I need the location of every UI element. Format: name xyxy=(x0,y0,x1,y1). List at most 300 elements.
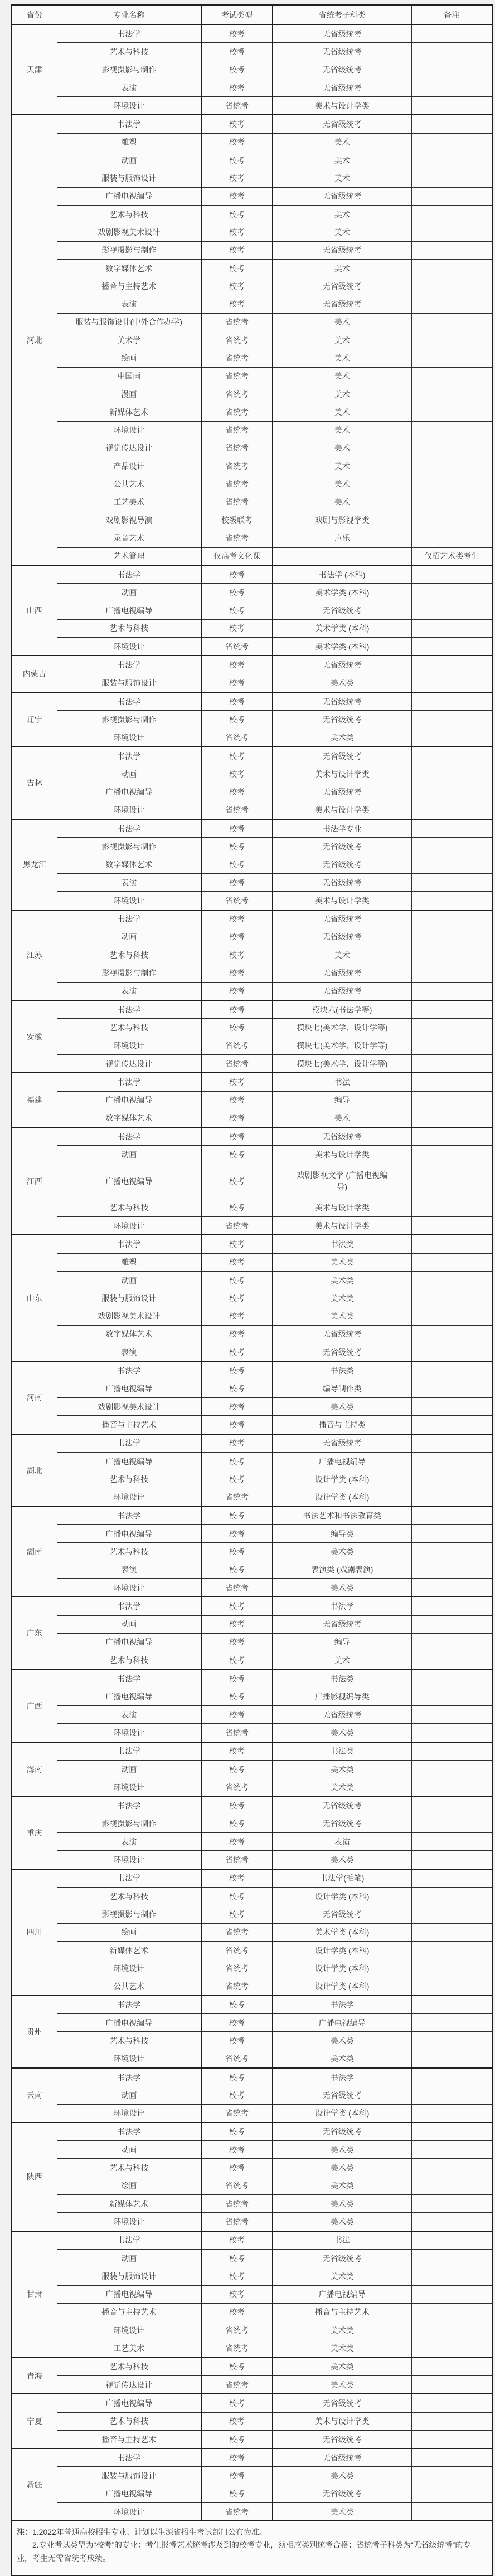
province-cell: 湖南 xyxy=(12,1507,57,1597)
remark-cell xyxy=(411,819,492,838)
remark-cell xyxy=(411,1688,492,1705)
remark-cell xyxy=(411,2503,492,2521)
exam-type-cell: 校考 xyxy=(201,602,273,619)
remark-cell xyxy=(411,421,492,439)
major-cell: 环境设计 xyxy=(57,1037,201,1054)
table-row xyxy=(12,982,492,1000)
major-cell: 动画 xyxy=(57,928,201,946)
category-cell: 美术类 xyxy=(273,2358,411,2376)
category-cell: 美术 xyxy=(273,385,411,403)
exam-type-cell: 省统考 xyxy=(201,475,273,493)
exam-type-cell: 省统考 xyxy=(201,1037,273,1054)
province-cell: 江苏 xyxy=(12,910,57,1000)
major-cell: 艺术与科技 xyxy=(57,205,201,223)
province-cell: 甘肃 xyxy=(12,2231,57,2358)
remark-cell xyxy=(411,457,492,475)
exam-type-cell: 省统考 xyxy=(201,349,273,367)
table-row xyxy=(12,385,492,403)
table-row xyxy=(12,205,492,223)
category-cell: 美术类 xyxy=(273,1543,411,1561)
major-cell: 动画 xyxy=(57,584,201,602)
column-header-exam-type: 考试类型 xyxy=(201,5,273,25)
table-row xyxy=(12,1977,492,1996)
remark-cell xyxy=(411,61,492,79)
major-cell: 表演 xyxy=(57,79,201,96)
category-cell: 无省级统考 xyxy=(273,1325,411,1343)
remark-cell xyxy=(411,97,492,115)
exam-type-cell: 校考 xyxy=(201,2231,273,2250)
exam-type-cell: 校考 xyxy=(201,1597,273,1615)
major-cell: 书法学 xyxy=(57,1869,201,1888)
major-cell: 环境设计 xyxy=(57,2503,201,2521)
exam-type-cell: 校考 xyxy=(201,2467,273,2485)
remark-cell xyxy=(411,1706,492,1724)
category-cell: 美术 xyxy=(273,331,411,349)
table-row xyxy=(12,2485,492,2502)
remark-cell xyxy=(411,1397,492,1415)
exam-type-cell: 校考 xyxy=(201,783,273,801)
table-row xyxy=(12,1905,492,1923)
category-cell: 无省级统考 xyxy=(273,1797,411,1815)
table-row xyxy=(12,946,492,964)
table-row xyxy=(12,1470,492,1488)
exam-type-cell: 省统考 xyxy=(201,1724,273,1742)
remark-cell xyxy=(411,1361,492,1380)
table-row xyxy=(12,2467,492,2485)
exam-type-cell: 校考 xyxy=(201,838,273,856)
remark-cell xyxy=(411,1000,492,1019)
category-cell: 美术 xyxy=(273,946,411,964)
major-cell: 表演 xyxy=(57,1833,201,1851)
category-cell: 美术 xyxy=(273,493,411,511)
category-cell: 戏剧影视文学 (广播电视编导) xyxy=(273,1164,411,1199)
remark-cell xyxy=(411,1941,492,1959)
major-cell: 艺术与科技 xyxy=(57,619,201,637)
category-cell: 无省级统考 xyxy=(273,856,411,873)
remark-cell xyxy=(411,1797,492,1815)
remark-cell xyxy=(411,602,492,619)
exam-type-cell: 省统考 xyxy=(201,2321,273,2339)
category-cell: 表演 xyxy=(273,1833,411,1851)
table-row xyxy=(12,1325,492,1343)
remark-cell xyxy=(411,2086,492,2104)
remark-cell xyxy=(411,1887,492,1905)
major-cell: 艺术与科技 xyxy=(57,2358,201,2376)
table-row xyxy=(12,2141,492,2159)
table-row xyxy=(12,79,492,96)
major-cell: 绘画 xyxy=(57,1923,201,1941)
major-cell: 广播电视编导 xyxy=(57,2285,201,2303)
category-cell: 书法 xyxy=(273,1073,411,1091)
category-cell: 编导 xyxy=(273,1633,411,1651)
table-row xyxy=(12,1959,492,1977)
major-cell: 广播电视编导 xyxy=(57,1452,201,1470)
category-cell: 美术与设计学类 xyxy=(273,801,411,819)
exam-type-cell: 校考 xyxy=(201,2249,273,2267)
remark-cell xyxy=(411,331,492,349)
majors-table-container xyxy=(11,4,495,2576)
major-cell: 影视摄影与制作 xyxy=(57,711,201,729)
major-cell: 影视摄影与制作 xyxy=(57,61,201,79)
table-row xyxy=(12,1633,492,1651)
remark-cell xyxy=(411,1869,492,1888)
remark-cell xyxy=(411,2014,492,2032)
major-cell: 环境设计 xyxy=(57,801,201,819)
table-row xyxy=(12,133,492,151)
table-row xyxy=(12,61,492,79)
exam-type-cell: 省统考 xyxy=(201,1054,273,1073)
remark-cell xyxy=(411,2376,492,2394)
category-cell: 无省级统考 xyxy=(273,1343,411,1362)
remark-cell xyxy=(411,403,492,421)
table-row xyxy=(12,1452,492,1470)
category-cell: 美术 xyxy=(273,1109,411,1127)
category-cell: 美术与设计学类 xyxy=(273,1217,411,1235)
major-cell: 书法学 xyxy=(57,1597,201,1615)
major-cell: 环境设计 xyxy=(57,1724,201,1742)
note-cell xyxy=(12,2521,492,2575)
province-cell: 河北 xyxy=(12,115,57,565)
remark-cell xyxy=(411,1996,492,2014)
remark-cell xyxy=(411,1778,492,1797)
remark-cell xyxy=(411,1815,492,1832)
table-row xyxy=(12,928,492,946)
category-cell: 美术 xyxy=(273,259,411,277)
exam-type-cell: 校考 xyxy=(201,964,273,982)
remark-cell xyxy=(411,1597,492,1615)
major-cell: 环境设计 xyxy=(57,638,201,656)
major-cell: 广播电视编导 xyxy=(57,1688,201,1705)
remark-cell xyxy=(411,529,492,547)
remark-cell xyxy=(411,1977,492,1996)
table-row xyxy=(12,331,492,349)
province-cell: 辽宁 xyxy=(12,692,57,747)
exam-type-cell: 省统考 xyxy=(201,1217,273,1235)
note-line-2: 2.专业考试类型为“校考”的专业：考生报考艺术统考涉及到的校考专业，须相应类别统考合格；省统考子科类为“无省级统考”的专业，考生无需省统考成绩。 xyxy=(17,2540,471,2563)
table-row xyxy=(12,747,492,765)
category-cell: 无省级统考 xyxy=(273,910,411,928)
province-cell: 贵州 xyxy=(12,1996,57,2068)
table-row xyxy=(12,1578,492,1597)
table-row xyxy=(12,1127,492,1146)
exam-type-cell: 省统考 xyxy=(201,1977,273,1996)
category-cell: 美术 xyxy=(273,349,411,367)
category-cell: 设计学类 (本科) xyxy=(273,2104,411,2123)
category-cell: 美术与设计学类 xyxy=(273,97,411,115)
remark-cell xyxy=(411,1037,492,1054)
remark-cell xyxy=(411,2394,492,2412)
remark-cell xyxy=(411,1452,492,1470)
remark-cell xyxy=(411,1343,492,1362)
remark-cell xyxy=(411,1470,492,1488)
major-cell: 雕塑 xyxy=(57,133,201,151)
table-row xyxy=(12,25,492,43)
major-cell: 书法学 xyxy=(57,2231,201,2250)
exam-type-cell: 省统考 xyxy=(201,439,273,457)
category-cell: 设计学类 (本科) xyxy=(273,1488,411,1507)
category-cell: 无省级统考 xyxy=(273,295,411,313)
remark-cell xyxy=(411,1578,492,1597)
major-cell: 表演 xyxy=(57,982,201,1000)
major-cell: 数字媒体艺术 xyxy=(57,856,201,873)
exam-type-cell: 校考 xyxy=(201,856,273,873)
exam-type-cell: 校考 xyxy=(201,1615,273,1633)
exam-type-cell: 校考 xyxy=(201,61,273,79)
province-cell: 天津 xyxy=(12,25,57,115)
category-cell: 书法类 xyxy=(273,1669,411,1688)
table-row xyxy=(12,349,492,367)
major-cell: 广播电视编导 xyxy=(57,1525,201,1543)
major-cell: 环境设计 xyxy=(57,1959,201,1977)
exam-type-cell: 省统考 xyxy=(201,638,273,656)
table-row xyxy=(12,1688,492,1705)
major-cell: 表演 xyxy=(57,295,201,313)
major-cell: 录音艺术 xyxy=(57,529,201,547)
exam-type-cell: 省统考 xyxy=(201,421,273,439)
remark-cell xyxy=(411,1923,492,1941)
province-cell: 广西 xyxy=(12,1669,57,1742)
major-cell: 动画 xyxy=(57,2141,201,2159)
exam-type-cell: 校考 xyxy=(201,25,273,43)
category-cell: 美术 xyxy=(273,151,411,169)
table-row xyxy=(12,1996,492,2014)
major-cell: 书法学 xyxy=(57,1235,201,1253)
table-row xyxy=(12,1669,492,1688)
major-cell: 表演 xyxy=(57,1343,201,1362)
remark-cell xyxy=(411,1253,492,1271)
remark-cell xyxy=(411,1325,492,1343)
exam-type-cell: 校考 xyxy=(201,2159,273,2177)
category-cell: 美术类 xyxy=(273,1397,411,1415)
table-row xyxy=(12,584,492,602)
remark-cell xyxy=(411,1235,492,1253)
major-cell: 动画 xyxy=(57,2086,201,2104)
province-cell: 内蒙古 xyxy=(12,656,57,692)
exam-type-cell: 省统考 xyxy=(201,2195,273,2213)
exam-type-cell: 校考 xyxy=(201,1253,273,1271)
major-cell: 动画 xyxy=(57,2249,201,2267)
remark-cell xyxy=(411,295,492,313)
remark-cell xyxy=(411,856,492,873)
table-row xyxy=(12,421,492,439)
table-row xyxy=(12,602,492,619)
remark-cell xyxy=(411,2321,492,2339)
category-cell: 美术类 xyxy=(273,674,411,692)
major-cell: 广播电视编导 xyxy=(57,783,201,801)
table-row xyxy=(12,1217,492,1235)
remark-cell xyxy=(411,475,492,493)
major-cell: 动画 xyxy=(57,765,201,783)
category-cell: 无省级统考 xyxy=(273,43,411,61)
exam-type-cell: 校考 xyxy=(201,2014,273,2032)
remark-cell xyxy=(411,1289,492,1307)
major-cell: 广播电视编导 xyxy=(57,2485,201,2502)
major-cell: 播音与主持艺术 xyxy=(57,2430,201,2448)
remark-cell xyxy=(411,1724,492,1742)
table-row xyxy=(12,2213,492,2231)
exam-type-cell: 校考 xyxy=(201,2394,273,2412)
category-cell: 美术 xyxy=(273,403,411,421)
category-cell: 广播电视编导 xyxy=(273,2285,411,2303)
table-header xyxy=(12,5,492,25)
table-row xyxy=(12,1434,492,1453)
exam-type-cell: 省统考 xyxy=(201,1941,273,1959)
major-cell: 视觉传达设计 xyxy=(57,1054,201,1073)
category-cell: 美术类 xyxy=(273,1271,411,1289)
remark-cell xyxy=(411,385,492,403)
category-cell: 美术 xyxy=(273,421,411,439)
category-cell: 无省级统考 xyxy=(273,1815,411,1832)
remark-cell xyxy=(411,910,492,928)
table-row xyxy=(12,1923,492,1941)
exam-type-cell: 省统考 xyxy=(201,1923,273,1941)
major-cell: 环境设计 xyxy=(57,892,201,910)
remark-cell xyxy=(411,964,492,982)
exam-type-cell: 校考 xyxy=(201,2358,273,2376)
table-row xyxy=(12,638,492,656)
exam-type-cell: 校考 xyxy=(201,1271,273,1289)
table-row xyxy=(12,692,492,711)
table-row xyxy=(12,1778,492,1797)
province-cell: 湖北 xyxy=(12,1434,57,1507)
remark-cell xyxy=(411,1164,492,1199)
table-row xyxy=(12,1380,492,1397)
remark-cell xyxy=(411,1271,492,1289)
category-cell: 美术类 xyxy=(273,1578,411,1597)
exam-type-cell: 校考 xyxy=(201,1996,273,2014)
category-cell: 书法学专业 xyxy=(273,819,411,838)
major-cell: 书法学 xyxy=(57,1797,201,1815)
major-cell: 艺术与科技 xyxy=(57,1543,201,1561)
exam-type-cell: 校考 xyxy=(201,1289,273,1307)
major-cell: 艺术与科技 xyxy=(57,946,201,964)
category-cell: 戏剧与影视学类 xyxy=(273,511,411,529)
category-cell: 无省级统考 xyxy=(273,79,411,96)
exam-type-cell: 校考 xyxy=(201,2267,273,2285)
table-row xyxy=(12,1488,492,1507)
major-cell: 影视摄影与制作 xyxy=(57,838,201,856)
category-cell: 美术类 xyxy=(273,729,411,747)
remark-cell xyxy=(411,1054,492,1073)
exam-type-cell: 校考 xyxy=(201,1470,273,1488)
exam-type-cell: 校考 xyxy=(201,2086,273,2104)
major-cell: 动画 xyxy=(57,151,201,169)
exam-type-cell: 省统考 xyxy=(201,2339,273,2358)
majors-table xyxy=(11,4,493,2576)
remark-cell xyxy=(411,765,492,783)
major-cell: 新媒体艺术 xyxy=(57,2195,201,2213)
major-cell: 广播电视编导 xyxy=(57,1091,201,1109)
exam-type-cell: 校考 xyxy=(201,2448,273,2467)
province-cell: 黑龙江 xyxy=(12,819,57,910)
remark-cell xyxy=(411,115,492,133)
table-footer xyxy=(12,2521,492,2575)
table-row xyxy=(12,1146,492,1164)
exam-type-cell: 省统考 xyxy=(201,1851,273,1869)
province-cell: 宁夏 xyxy=(12,2394,57,2448)
major-cell: 数字媒体艺术 xyxy=(57,1325,201,1343)
note-line-1 xyxy=(17,2526,484,2539)
exam-type-cell: 校考 xyxy=(201,946,273,964)
province-cell: 吉林 xyxy=(12,747,57,819)
exam-type-cell: 校考 xyxy=(201,2123,273,2141)
remark-cell xyxy=(411,1959,492,1977)
remark-cell xyxy=(411,1507,492,1525)
table-row xyxy=(12,1833,492,1851)
table-row xyxy=(12,2249,492,2267)
category-cell: 美术类 xyxy=(273,2267,411,2285)
major-cell: 书法学 xyxy=(57,1434,201,1453)
category-cell: 美术与设计学类 xyxy=(273,2412,411,2430)
remark-cell xyxy=(411,1742,492,1761)
remark-cell xyxy=(411,493,492,511)
major-cell: 视觉传达设计 xyxy=(57,2376,201,2394)
exam-type-cell: 校考 xyxy=(201,2032,273,2050)
exam-type-cell: 校考 xyxy=(201,1397,273,1415)
exam-type-cell: 校考 xyxy=(201,2141,273,2159)
major-cell: 服装与服饰设计 xyxy=(57,2267,201,2285)
table-row xyxy=(12,2503,492,2521)
category-cell: 无省级统考 xyxy=(273,2249,411,2267)
remark-cell xyxy=(411,2104,492,2123)
category-cell: 美术类 xyxy=(273,1851,411,1869)
table-row xyxy=(12,2177,492,2194)
category-cell: 美术学类 (本科) xyxy=(273,584,411,602)
table-row xyxy=(12,1289,492,1307)
category-cell: 无省级统考 xyxy=(273,2086,411,2104)
remark-cell xyxy=(411,656,492,674)
major-cell: 环境设计 xyxy=(57,2104,201,2123)
category-cell: 美术类 xyxy=(273,2467,411,2485)
category-cell: 模块六(书法学等) xyxy=(273,1000,411,1019)
exam-type-cell: 校考 xyxy=(201,1633,273,1651)
exam-type-cell: 校考 xyxy=(201,43,273,61)
category-cell: 美术类 xyxy=(273,2159,411,2177)
table-row xyxy=(12,2068,492,2086)
remark-cell xyxy=(411,783,492,801)
exam-type-cell: 省统考 xyxy=(201,1578,273,1597)
province-cell: 河南 xyxy=(12,1361,57,1434)
table-body xyxy=(12,25,492,2521)
exam-type-cell: 仅高考文化课 xyxy=(201,547,273,565)
remark-cell xyxy=(411,1651,492,1670)
table-row xyxy=(12,1561,492,1578)
column-header-remark: 备注 xyxy=(411,5,492,25)
remark-cell xyxy=(411,169,492,187)
remark-cell xyxy=(411,2032,492,2050)
category-cell: 美术 xyxy=(273,1651,411,1670)
remark-cell xyxy=(411,2177,492,2194)
exam-type-cell: 省统考 xyxy=(201,457,273,475)
remark-cell xyxy=(411,2050,492,2068)
category-cell: 声乐 xyxy=(273,529,411,547)
exam-type-cell: 省统考 xyxy=(201,403,273,421)
major-cell: 艺术与科技 xyxy=(57,43,201,61)
major-cell: 书法学 xyxy=(57,1000,201,1019)
exam-type-cell: 校考 xyxy=(201,1434,273,1453)
province-cell: 四川 xyxy=(12,1869,57,1996)
category-cell: 美术 xyxy=(273,223,411,241)
table-row xyxy=(12,1724,492,1742)
province-cell: 重庆 xyxy=(12,1797,57,1869)
category-cell: 美术 xyxy=(273,475,411,493)
major-cell: 漫画 xyxy=(57,385,201,403)
category-cell: 无省级统考 xyxy=(273,2123,411,2141)
category-cell: 无省级统考 xyxy=(273,711,411,729)
remark-cell xyxy=(411,187,492,205)
category-cell: 美术 xyxy=(273,457,411,475)
category-cell: 无省级统考 xyxy=(273,187,411,205)
